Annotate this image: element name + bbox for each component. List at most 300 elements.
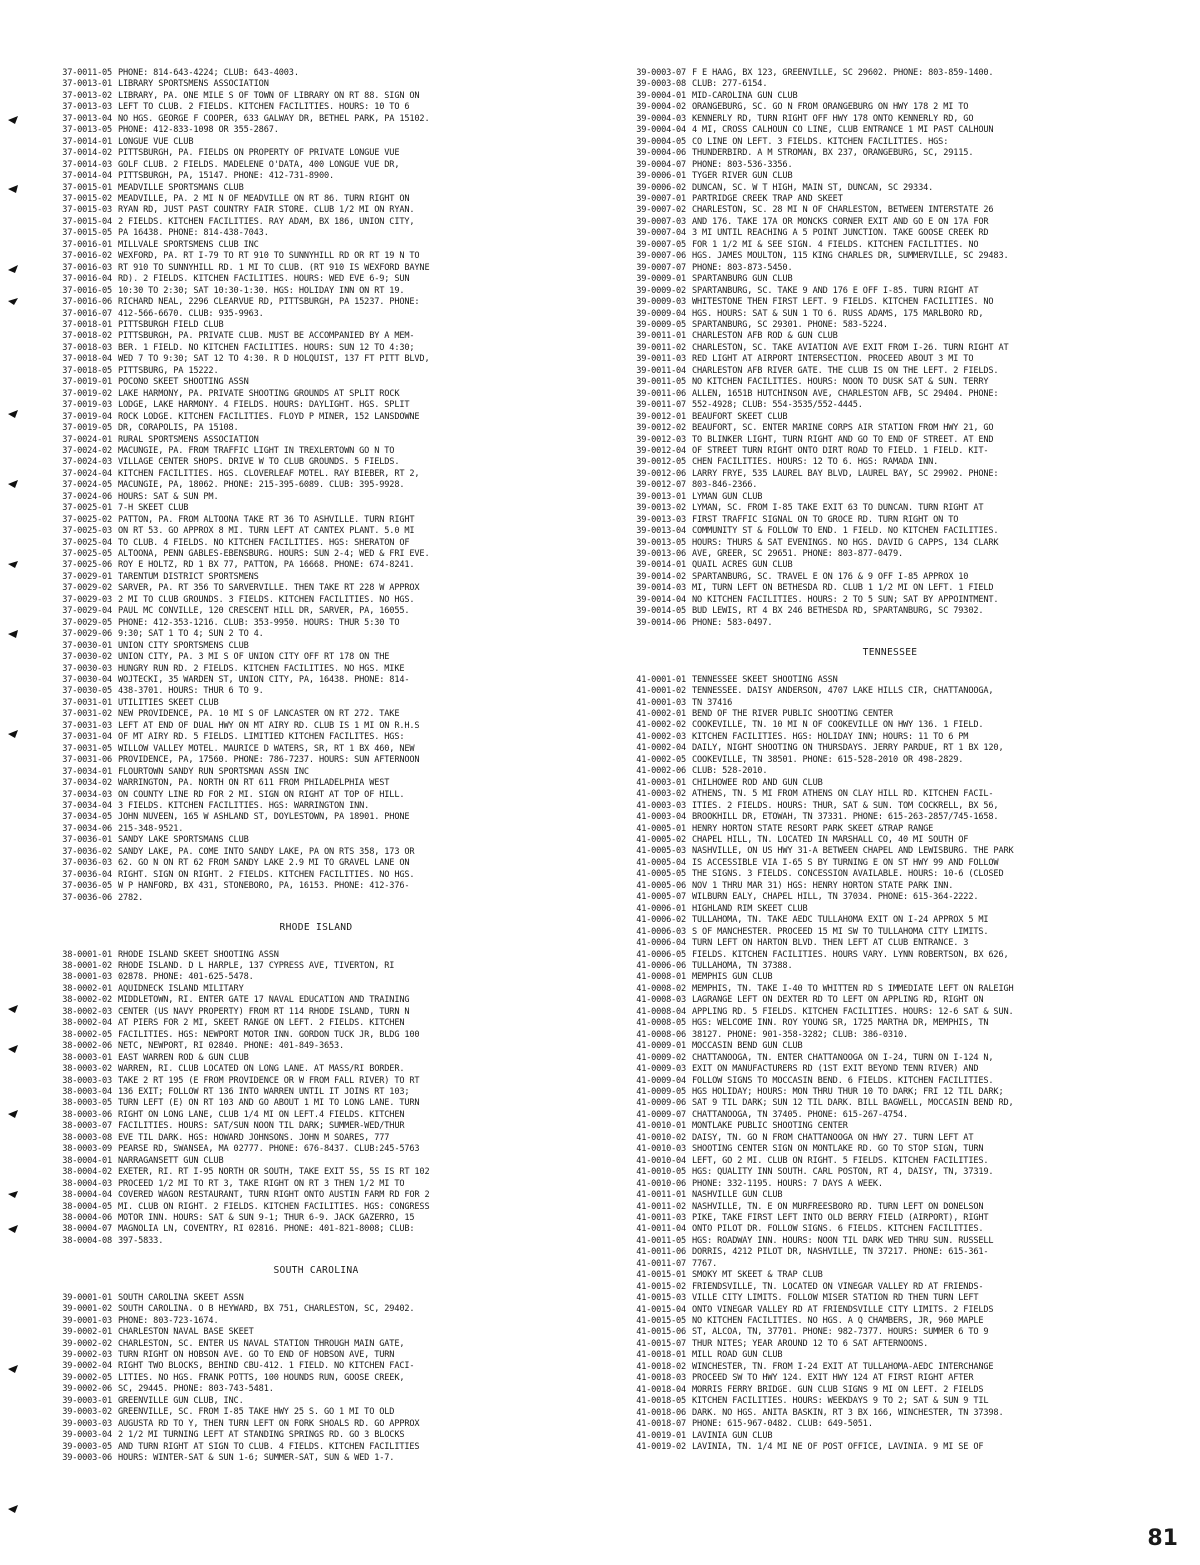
entry-text: MEMPHIS GUN CLUB [692,972,773,983]
directory-line [610,1408,1170,1419]
directory-line [610,1133,1170,1144]
entry-code: 41-0008-06 [636,1029,686,1040]
entry-text: THE SIGNS. 3 FIELDS. CONCESSION AVAILABLE. HOURS: 10-6 (CLOSED [692,869,1004,880]
entry-code: 38-0003-03 [62,1075,112,1086]
directory-line [610,1190,1170,1201]
entry-text: 2782. [118,892,144,903]
directory-line [36,274,596,285]
entry-text: 2 FIELDS. KITCHEN FACILITIES. RAY ADAM, BX 186, UNION CITY, [118,216,415,227]
entry-text: 438-3701. HOURS: THUR 6 TO 9. [118,686,264,697]
entry-text: VILLAGE CENTER SHOPS. DRIVE W TO CLUB GROUNDS. 5 FIELDS. [118,457,400,468]
entry-code: 37-0029-06 [62,629,112,640]
entry-text: GOLF CLUB. 2 FIELDS. MADELENE O'DATA, 400 LONGUE VUE DR, [118,159,400,170]
entry-text: PHONE: 803-873-5450. [692,262,793,273]
directory-line [610,1396,1170,1407]
entry-code: 37-0025-01 [62,503,112,514]
entry-code: 39-0012-02 [636,423,686,434]
directory-line [610,480,1170,491]
entry-code: 39-0011-06 [636,388,686,399]
entry-code: 39-0003-02 [62,1407,112,1418]
directory-line [610,389,1170,400]
entry-code: 41-0005-05 [636,869,686,880]
directory-line [610,1224,1170,1235]
entry-code: 37-0024-03 [62,457,112,468]
directory-line [610,1282,1170,1293]
entry-code: 37-0036-01 [62,835,112,846]
entry-code: 41-0018-01 [636,1350,686,1361]
entry-code: 41-0015-03 [636,1293,686,1304]
directory-line [36,1327,596,1338]
entry-text: COOKEVILLE, TN 38501. PHONE: 615-528-2010 OR 498-2829. [692,754,964,765]
directory-line [36,1018,596,1029]
entry-text: MACUNGIE, PA. FROM TRAFFIC LIGHT IN TREXLERTOWN GO N TO [118,445,395,456]
entry-text: CHEN FACILITIES. HOURS: 12 TO 6. HGS: RAMADA INN. [692,457,939,468]
entry-code: 41-0003-01 [636,777,686,788]
directory-line [36,400,596,411]
directory-line [610,366,1170,377]
entry-text: TYGER RIVER GUN CLUB [692,171,793,182]
entry-text: PHONE: 814-643-4224; CLUB: 643-4003. [118,68,299,78]
entry-code: 37-0016-01 [62,239,112,250]
entry-code: 39-0012-04 [636,445,686,456]
entry-code: 38-0003-02 [62,1064,112,1075]
entry-text: PITTSBURGH, PA, 15147. PHONE: 412-731-8900. [118,171,335,182]
directory-line [36,377,596,388]
directory-line [36,881,596,892]
entry-code: 38-0003-09 [62,1144,112,1155]
entry-text: SOUTH CAROLINA. O B HEYWARD, BX 751, CHARLESTON, SC, 29402. [118,1304,415,1315]
entry-code: 37-0034-06 [62,823,112,834]
entry-code: 39-0002-02 [62,1338,112,1349]
entry-code: 37-0030-04 [62,675,112,686]
directory-line [610,812,1170,823]
entry-text: HUNGRY RUN RD. 2 FIELDS. KITCHEN FACILITIES. NO HGS. MIKE [118,663,405,674]
entry-text: 3 FIELDS. KITCHEN FACILITIES. HGS: WARRINGTON INN. [118,801,370,811]
entry-text: HGS. JAMES MOULTON, 115 KING CHARLES DR, SUMMERVILLE, SC 29483. [692,251,1009,262]
entry-text: IS ACCESSIBLE VIA I-65 S BY TURNING E ON ST HWY 99 AND FOLLOW [692,857,999,868]
entry-code: 39-0001-02 [62,1304,112,1315]
entry-text: NASHVILLE, TN. E ON MURFREESBORO RD. TURN LEFT ON DONELSON [692,1201,984,1212]
margin-mark-icon [8,730,18,738]
entry-code: 37-0015-04 [62,216,112,227]
entry-text: KENNERLY RD, TURN RIGHT OFF HWY 178 ONTO KENNERLY RD, GO [692,113,974,124]
entry-text: LIBRARY, PA. ONE MILE S OF TOWN OF LIBRARY ON RT 88. SIGN ON [118,90,420,101]
directory-line [610,1373,1170,1384]
entry-code: 41-0008-03 [636,995,686,1006]
directory-line [36,492,596,503]
entry-text: 9:30; SAT 1 TO 4; SUN 2 TO 4. [118,629,264,640]
entry-code: 39-0014-03 [636,583,686,594]
entry-text: LIBRARY SPORTSMENS ASSOCIATION [118,79,269,90]
entry-code: 39-0003-07 [636,68,686,78]
entry-code: 41-0015-02 [636,1281,686,1292]
margin-mark-icon [8,1005,18,1013]
entry-text: FLOURTOWN SANDY RUN SPORTSMAN ASSN INC [118,766,309,777]
directory-line [610,1110,1170,1121]
entry-code: 37-0019-01 [62,377,112,388]
entry-code: 41-0005-02 [636,835,686,845]
directory-line [36,194,596,205]
entry-text: SANDY LAKE SPORTSMANS CLUB [118,835,249,846]
entry-text: THUNDERBIRD. A M STROMAN, BX 237, ORANGEBURG, SC, 29115. [692,148,974,159]
entry-text: CENTER (US NAVY PROPERTY) FROM RT 114 RHODE ISLAND, TURN N [118,1006,410,1017]
directory-line [36,79,596,90]
entry-text: NOV 1 THRU MAR 31) HGS: HENRY HORTON STATE PARK INN. [692,880,954,891]
directory-line [36,1133,596,1144]
directory-line [36,950,596,961]
entry-text: ATHENS, TN. 5 MI FROM ATHENS ON CLAY HILL RD. KITCHEN FACIL- [692,789,994,800]
directory-line [36,1156,596,1167]
directory-line [610,1442,1170,1453]
margin-mark-icon [8,1045,18,1053]
directory-line [610,148,1170,159]
entry-text: LITIES. NO HGS. FRANK POTTS, 100 HOUNDS RUN, GOOSE CREEK, [118,1372,405,1383]
directory-line [610,1316,1170,1327]
entry-code: 39-0011-01 [636,331,686,342]
directory-line [36,389,596,400]
directory-line [36,824,596,835]
directory-line [36,297,596,308]
entry-code: 41-0015-06 [636,1327,686,1338]
entry-code: 41-0003-02 [636,789,686,800]
entry-text: MILLVALE SPORTSMENS CLUB INC [118,239,259,250]
entry-code: 41-0010-06 [636,1178,686,1189]
directory-line [36,1202,596,1213]
entry-text: RICHARD NEAL, 2296 CLEARVUE RD, PITTSBURGH, PA 15237. PHONE: [118,297,420,308]
right-column [610,68,1170,1453]
directory-line [36,1339,596,1350]
entry-code: 37-0024-04 [62,468,112,479]
entry-code: 41-0015-04 [636,1304,686,1315]
entry-text: F E HAAG, BX 123, GREENVILLE, SC 29602. PHONE: 803-859-1400. [692,68,994,78]
entry-text: LAVINIA, TN. 1/4 MI NE OF POST OFFICE, LAVINIA. 9 MI SE OF [692,1442,984,1453]
entry-text: BROOKHILL DR, ETOWAH, TN 37331. PHONE: 615-263-2857/745-1658. [692,812,999,823]
entry-code: 37-0030-02 [62,652,112,663]
entry-text: MEADVILLE SPORTSMANS CLUB [118,182,244,193]
directory-line [36,801,596,812]
entry-code: 37-0031-05 [62,743,112,754]
entry-code: 41-0011-05 [636,1235,686,1246]
directory-line [610,824,1170,835]
margin-mark-icon [8,185,18,193]
entry-text: CLUB: 528-2010. [692,766,768,777]
entry-code: 39-0012-01 [636,411,686,422]
entry-code: 41-0011-01 [636,1190,686,1201]
entry-text: DARK. NO HGS. ANITA BASKIN, RT 3 BX 166, WINCHESTER, TN 37398. [692,1407,1004,1418]
directory-line [36,641,596,652]
directory-line [36,1442,596,1453]
entry-text: 2 MI TO CLUB GROUNDS. 3 FIELDS. KITCHEN FACILITIES. NO HGS. [118,594,415,605]
entry-code: 37-0014-02 [62,148,112,159]
directory-line [610,1144,1170,1155]
entry-code: 37-0015-01 [62,182,112,193]
entry-code: 37-0016-05 [62,285,112,296]
entry-text: AVE, GREER, SC 29651. PHONE: 803-877-0479. [692,549,904,560]
entry-code: 41-0010-04 [636,1155,686,1166]
entry-text: ALTOONA, PENN GABLES-EBENSBURG. HOURS: SUN 2-4; WED & FRI EVE. [118,549,430,560]
entry-text: ITIES. 2 FIELDS. HOURS: THUR, SAT & SUN. TOM COCKRELL, BX 56, [692,800,999,811]
entry-text: ALLEN, 1651B HUTCHINSON AVE, CHARLESTON AFB, SC 29404. PHONE: [692,388,999,399]
directory-line [36,91,596,102]
directory-line [610,538,1170,549]
entry-text: PITTSBURGH FIELD CLUB [118,319,224,330]
entry-code: 37-0036-06 [62,892,112,903]
entry-code: 37-0024-02 [62,445,112,456]
entry-code: 39-0011-03 [636,354,686,365]
entry-text: TURN LEFT (E) ON RT 103 AND GO ABOUT 1 MI TO LONG LANE. TURN [118,1098,420,1109]
entry-code: 39-0003-05 [62,1441,112,1452]
entry-text: ON COUNTY LINE RD FOR 2 MI. SIGN ON RIGHT AT TOP OF HILL. [118,789,405,800]
entry-code: 39-0004-07 [636,159,686,170]
entry-text: TULLAHOMA, TN 37388. [692,960,793,971]
entry-code: 38-0001-02 [62,960,112,971]
entry-text: CHATTANOOGA, TN. ENTER CHATTANOOGA ON I-24, TURN ON I-124 N, [692,1052,994,1063]
entry-code: 39-0013-03 [636,514,686,525]
entry-code: 41-0001-01 [636,674,686,685]
directory-line [36,1144,596,1155]
entry-code: 41-0018-02 [636,1361,686,1372]
directory-line [36,870,596,881]
entry-code: 37-0016-07 [62,308,112,319]
directory-line [36,1361,596,1372]
entry-text: 02878. PHONE: 401-625-5478. [118,972,254,983]
directory-line [610,469,1170,480]
entry-code: 39-0004-03 [636,113,686,124]
entry-text: MOCCASIN BEND GUN CLUB [692,1041,803,1052]
directory-line [36,102,596,113]
entry-code: 41-0002-06 [636,766,686,777]
entry-code: 38-0004-02 [62,1167,112,1178]
directory-line [610,881,1170,892]
entry-text: SANDY LAKE, PA. COME INTO SANDY LAKE, PA ON RTS 358, 173 OR [118,846,415,857]
entry-text: RURAL SPORTSMENS ASSOCIATION [118,434,259,445]
directory-line [610,446,1170,457]
directory-line [36,240,596,251]
entry-text: PA 16438. PHONE: 814-438-7043. [118,228,269,239]
entry-code: 37-0025-03 [62,526,112,537]
entry-text: 38127. PHONE: 901-358-3282; CLUB: 386-0310. [692,1029,909,1040]
entry-text: SPARTANBURG, SC 29301. PHONE: 583-5224. [692,319,888,330]
entry-text: BUD LEWIS, RT 4 BX 246 BETHESDA RD, SPARTANBURG, SC 79302. [692,606,984,617]
entry-code: 37-0031-03 [62,720,112,731]
entry-code: 37-0016-02 [62,251,112,262]
entry-text: EXETER, RI. RT I-95 NORTH OR SOUTH, TAKE EXIT 5S, 5S IS RT 102 [118,1167,430,1178]
directory-line [36,1179,596,1190]
entry-text: 412-566-6670. CLUB: 935-9963. [118,308,264,319]
entry-text: LAVINIA GUN CLUB [692,1430,773,1441]
directory-line [36,721,596,732]
entry-code: 39-0011-07 [636,400,686,411]
entry-code: 41-0011-04 [636,1224,686,1235]
entry-code: 41-0006-05 [636,949,686,960]
entry-text: TURN LEFT ON HARTON BLVD. THEN LEFT AT CLUB ENTRANCE. 3 [692,938,969,949]
directory-line [36,744,596,755]
entry-text: NASHVILLE, ON US HWY 31-A BETWEEN CHAPEL AND LEWISBURG. THE PARK [692,846,1014,857]
entry-code: 41-0015-07 [636,1338,686,1349]
directory-line [610,801,1170,812]
directory-line [610,354,1170,365]
entry-code: 39-0007-04 [636,228,686,239]
entry-text: TURN RIGHT ON HOBSON AVE. GO TO END OF HOBSON AVE, TURN [118,1350,395,1361]
directory-line [36,515,596,526]
entry-code: 41-0009-03 [636,1064,686,1075]
directory-line [36,320,596,331]
entry-code: 41-0010-03 [636,1144,686,1155]
entry-text: ROY E HOLTZ, RD 1 BX 77, PATTON, PA 16668. PHONE: 674-8241. [118,560,415,571]
entry-text: HGS HOLIDAY; HOURS: MON THRU THUR 10 TO DARK; FRI 12 TIL DARK; [692,1086,1004,1097]
entry-text: RIGHT ON LONG LANE, CLUB 1/4 MI ON LEFT.4 FIELDS. KITCHEN [118,1109,405,1120]
entry-code: 41-0018-03 [636,1373,686,1384]
entry-code: 38-0003-08 [62,1132,112,1143]
directory-line [36,972,596,983]
directory-line [610,492,1170,503]
entry-code: 39-0001-01 [62,1292,112,1303]
directory-line [610,892,1170,903]
entry-code: 38-0002-02 [62,995,112,1006]
margin-mark-icon [8,560,18,568]
entry-code: 39-0013-06 [636,549,686,560]
directory-line [610,595,1170,606]
directory-line [36,583,596,594]
entry-text: WEXFORD, PA. RT I-79 TO RT 910 TO SUNNYHILL RD OR RT 19 N TO [118,251,420,262]
entry-text: CHARLESTON AFB ROD & GUN CLUB [692,331,838,342]
entry-text: RYAN RD, JUST PAST COUNTRY FAIR STORE. CLUB 1/2 MI ON RYAN. [118,205,415,216]
directory-line [36,1304,596,1315]
entry-code: 39-0013-04 [636,526,686,537]
entry-code: 37-0025-05 [62,549,112,560]
directory-line [610,228,1170,239]
entry-text: KITCHEN FACILITIES. HGS: HOLIDAY INN; HOURS: 11 TO 6 PM [692,731,969,742]
directory-line [610,720,1170,731]
entry-code: 37-0031-02 [62,709,112,720]
directory-line [36,698,596,709]
directory-line [36,1030,596,1041]
entry-code: 37-0036-05 [62,881,112,892]
directory-line [610,1202,1170,1213]
entry-code: 41-0005-03 [636,846,686,857]
entry-text: SPARTANBURG, SC. TRAVEL E ON 176 & 9 OFF I-85 APPROX 10 [692,571,969,582]
entry-text: DAILY, NIGHT SHOOTING ON THURSDAYS. JERRY PARDUE, RT 1 BX 120, [692,743,1004,754]
directory-line [36,412,596,423]
entry-code: 39-0006-02 [636,182,686,193]
directory-line [36,217,596,228]
entry-code: 37-0030-01 [62,640,112,651]
entry-code: 38-0004-05 [62,1201,112,1212]
directory-line [36,686,596,697]
entry-code: 41-0018-06 [636,1407,686,1418]
entry-text: WINCHESTER, TN. FROM I-24 EXIT AT TULLAHOMA-AEDC INTERCHANGE [692,1361,994,1372]
directory-line [36,1098,596,1109]
entry-code: 37-0018-01 [62,319,112,330]
entry-text: HGS. HOURS: SAT & SUN 1 TO 6. RUSS ADAMS, 175 MARLBORO RD, [692,308,984,319]
directory-line [610,68,1170,79]
directory-line [610,972,1170,983]
directory-line [610,286,1170,297]
entry-text: TN 37416 [692,697,733,708]
entry-text: RD). 2 FIELDS. KITCHEN FACILITIES. HOURS: WED EVE 6-9; SUN [118,274,410,285]
directory-line [610,698,1170,709]
directory-line [36,572,596,583]
entry-text: PEARSE RD, SWANSEA, MA 02777. PHONE: 676-8437. CLUB:245-5763 [118,1144,420,1155]
directory-line [36,148,596,159]
entry-code: 37-0036-04 [62,869,112,880]
entry-code: 37-0019-05 [62,423,112,434]
entry-code: 41-0011-03 [636,1212,686,1223]
entry-text: ROCK LODGE. KITCHEN FACILITIES. FLOYD P MINER, 152 LANSDOWNE [118,411,420,422]
directory-line [610,160,1170,171]
entry-code: 39-0001-03 [62,1315,112,1326]
entry-code: 38-0002-01 [62,983,112,994]
entry-text: NASHVILLE GUN CLUB [692,1190,783,1201]
entry-code: 37-0015-03 [62,205,112,216]
directory-line [36,1293,596,1304]
directory-line [36,709,596,720]
entry-code: 39-0002-05 [62,1372,112,1383]
directory-line [610,675,1170,686]
directory-line [36,1430,596,1441]
entry-code: 41-0015-05 [636,1316,686,1327]
entry-text: HOURS: WINTER-SAT & SUN 1-6; SUMMER-SAT, SUN & WED 1-7. [118,1453,395,1464]
entry-text: NO HGS. GEORGE F COOPER, 633 GALWAY DR, BETHEL PARK, PA 15102. [118,113,430,124]
directory-line [36,606,596,617]
directory-line [36,114,596,125]
entry-text: WHITESTONE THEN FIRST LEFT. 9 FIELDS. KITCHEN FACILITIES. NO [692,297,994,308]
entry-code: 38-0003-06 [62,1109,112,1120]
directory-line [610,1247,1170,1258]
entry-text: HOURS: SAT & SUN PM. [118,491,219,502]
entry-code: 41-0005-01 [636,823,686,834]
directory-line [610,1121,1170,1132]
directory-line [36,858,596,869]
entry-text: NO KITCHEN FACILITIES. NO HGS. A Q CHAMBERS, JR, 960 MAPLE [692,1316,984,1327]
directory-line [36,1419,596,1430]
directory-line [610,1179,1170,1190]
directory-line [36,469,596,480]
entry-text: WILLOW VALLEY MOTEL. MAURICE D WATERS, SR, RT 1 BX 460, NEW [118,743,415,754]
entry-code: 37-0029-01 [62,571,112,582]
entry-code: 37-0015-05 [62,228,112,239]
directory-line [36,732,596,743]
directory-line [610,1041,1170,1052]
directory-line [610,240,1170,251]
entry-text: FRIENDSVILLE, TN. LOCATED ON VINEGAR VALLEY RD AT FRIENDS- [692,1281,984,1292]
entry-text: BEAUFORT, SC. ENTER MARINE CORPS AIR STATION FROM HWY 21, GO [692,423,994,434]
entry-code: 41-0010-02 [636,1132,686,1143]
directory-line [610,102,1170,113]
entry-text: DR, CORAPOLIS, PA 15108. [118,423,239,434]
entry-code: 37-0013-03 [62,102,112,113]
entry-text: JOHN NUVEEN, 165 W ASHLAND ST, DOYLESTOWN, PA 18901. PHONE [118,812,410,823]
directory-line [610,1018,1170,1029]
entry-text: CHARLESTON, SC. ENTER US NAVAL STATION THROUGH MAIN GATE, [118,1338,405,1349]
entry-code: 39-0002-06 [62,1384,112,1395]
entry-code: 37-0013-02 [62,90,112,101]
directory-line [610,606,1170,617]
directory-line [610,526,1170,537]
entry-text: LYMAN, SC. FROM I-85 TAKE EXIT 63 TO DUNCAN. TURN RIGHT AT [692,503,984,514]
directory-line [610,309,1170,320]
directory-line [36,847,596,858]
entry-text: LAKE HARMONY, PA. PRIVATE SHOOTING GROUNDS AT SPLIT ROCK [118,388,400,399]
entry-text: RIGHT. SIGN ON RIGHT. 2 FIELDS. KITCHEN FACILITIES. NO HGS. [118,869,415,880]
directory-line [36,480,596,491]
directory-line [610,766,1170,777]
entry-code: 38-0002-04 [62,1018,112,1029]
margin-mark-icon [8,1225,18,1233]
entry-code: 39-0009-01 [636,274,686,285]
entry-code: 37-0034-03 [62,789,112,800]
entry-code: 38-0003-01 [62,1052,112,1063]
